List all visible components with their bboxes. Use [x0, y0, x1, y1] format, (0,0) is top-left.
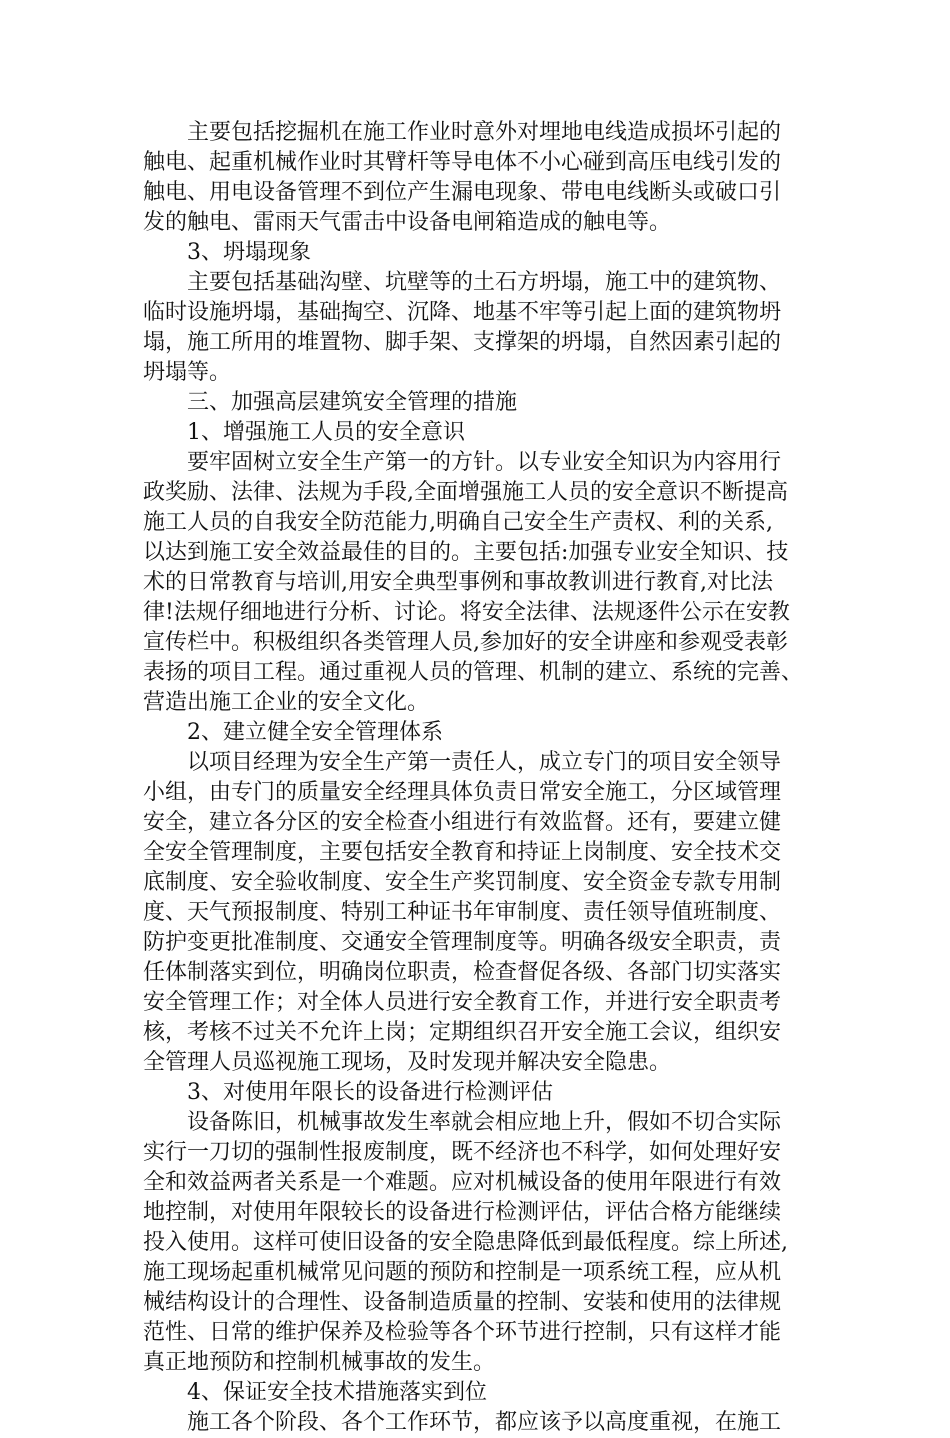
- text-line: 真正地预防和控制机械事故的发生。: [143, 1350, 496, 1375]
- text-line: 核，考核不过关不允许上岗；定期组织召开安全施工会议，组织安: [143, 1020, 782, 1045]
- text-line: 投入使用。这样可使旧设备的安全隐患降低到最低程度。综上所述,: [143, 1230, 788, 1255]
- text-line: 械结构设计的合理性、设备制造质量的控制、安装和使用的法律规: [143, 1290, 782, 1315]
- text-line: 全和效益两者关系是一个难题。应对机械设备的使用年限进行有效: [143, 1170, 782, 1195]
- text-line: 主要包括基础沟壁、坑壁等的土石方坍塌，施工中的建筑物、: [187, 270, 782, 295]
- text-line: 以达到施工安全效益最佳的目的。主要包括:加强专业安全知识、技: [143, 540, 789, 565]
- text-line: 坍塌等。: [143, 360, 232, 385]
- text-line: 施工各个阶段、各个工作环节，都应该予以高度重视，在施工: [187, 1410, 782, 1435]
- text-line: 1、增强施工人员的安全意识: [187, 420, 465, 445]
- text-line: 安全管理工作；对全体人员进行安全教育工作，并进行安全职责考: [143, 990, 782, 1015]
- text-line: 地控制，对使用年限较长的设备进行检测评估，评估合格方能继续: [143, 1200, 782, 1225]
- text-line: 触电、用电设备管理不到位产生漏电现象、带电电线断头或破口引: [143, 180, 782, 205]
- text-line: 三、加强高层建筑安全管理的措施: [187, 390, 518, 415]
- text-line: 小组，由专门的质量安全经理具体负责日常安全施工，分区域管理: [143, 780, 782, 805]
- text-line: 营造出施工企业的安全文化。: [143, 690, 430, 715]
- text-line: 全安全管理制度，主要包括安全教育和持证上岗制度、安全技术交: [143, 840, 782, 865]
- text-line: 要牢固树立安全生产第一的方针。以专业安全知识为内容用行: [187, 450, 782, 475]
- text-line: 范性、日常的维护保养及检验等各个环节进行控制，只有这样才能: [143, 1320, 782, 1345]
- text-line: 3、坍塌现象: [187, 240, 311, 265]
- text-line: 2、建立健全安全管理体系: [187, 720, 443, 745]
- text-line: 度、天气预报制度、特别工种证书年审制度、责任领导值班制度、: [143, 900, 782, 925]
- text-line: 宣传栏中。积极组织各类管理人员,参加好的安全讲座和参观受表彰: [143, 630, 788, 655]
- text-line: 临时设施坍塌，基础掏空、沉降、地基不牢等引起上面的建筑物坍: [143, 300, 782, 325]
- text-line: 设备陈旧，机械事故发生率就会相应地上升，假如不切合实际: [187, 1110, 782, 1135]
- text-line: 实行一刀切的强制性报废制度，既不经济也不科学，如何处理好安: [143, 1140, 782, 1165]
- text-line: 全管理人员巡视施工现场，及时发现并解决安全隐患。: [143, 1050, 672, 1075]
- text-line: 发的触电、雷雨天气雷击中设备电闸箱造成的触电等。: [143, 210, 672, 235]
- text-line: 以项目经理为安全生产第一责任人，成立专门的项目安全领导: [187, 750, 782, 775]
- document-body: [143, 118, 804, 1438]
- text-line: 施工现场起重机械常见问题的预防和控制是一项系统工程，应从机: [143, 1260, 782, 1285]
- text-line: 4、保证安全技术措施落实到位: [187, 1380, 487, 1405]
- text-line: 施工人员的自我安全防范能力,明确自己安全生产责权、利的关系,: [143, 510, 773, 535]
- text-line: 任体制落实到位，明确岗位职责，检查督促各级、各部门切实落实: [143, 960, 782, 985]
- text-line: 术的日常教育与培训,用安全典型事例和事故教训进行教育,对比法: [143, 570, 773, 595]
- text-line: 主要包括挖掘机在施工作业时意外对埋地电线造成损坏引起的: [187, 120, 782, 145]
- text-line: 安全，建立各分区的安全检查小组进行有效监督。还有，要建立健: [143, 810, 782, 835]
- text-line: 政奖励、法律、法规为手段,全面增强施工人员的安全意识不断提高: [143, 480, 788, 505]
- text-line: 表扬的项目工程。通过重视人员的管理、机制的建立、系统的完善、: [143, 660, 804, 685]
- text-line: 塌，施工所用的堆置物、脚手架、支撑架的坍塌，自然因素引起的: [143, 330, 782, 355]
- text-line: 底制度、安全验收制度、安全生产奖罚制度、安全资金专款专用制: [143, 870, 782, 895]
- text-line: 防护变更批准制度、交通安全管理制度等。明确各级安全职责，责: [143, 930, 782, 955]
- text-line: 3、对使用年限长的设备进行检测评估: [187, 1080, 553, 1105]
- text-line: 律!法规仔细地进行分析、讨论。将安全法律、法规逐件公示在安教: [143, 600, 790, 625]
- text-line: 触电、起重机械作业时其臂杆等导电体不小心碰到高压电线引发的: [143, 150, 782, 175]
